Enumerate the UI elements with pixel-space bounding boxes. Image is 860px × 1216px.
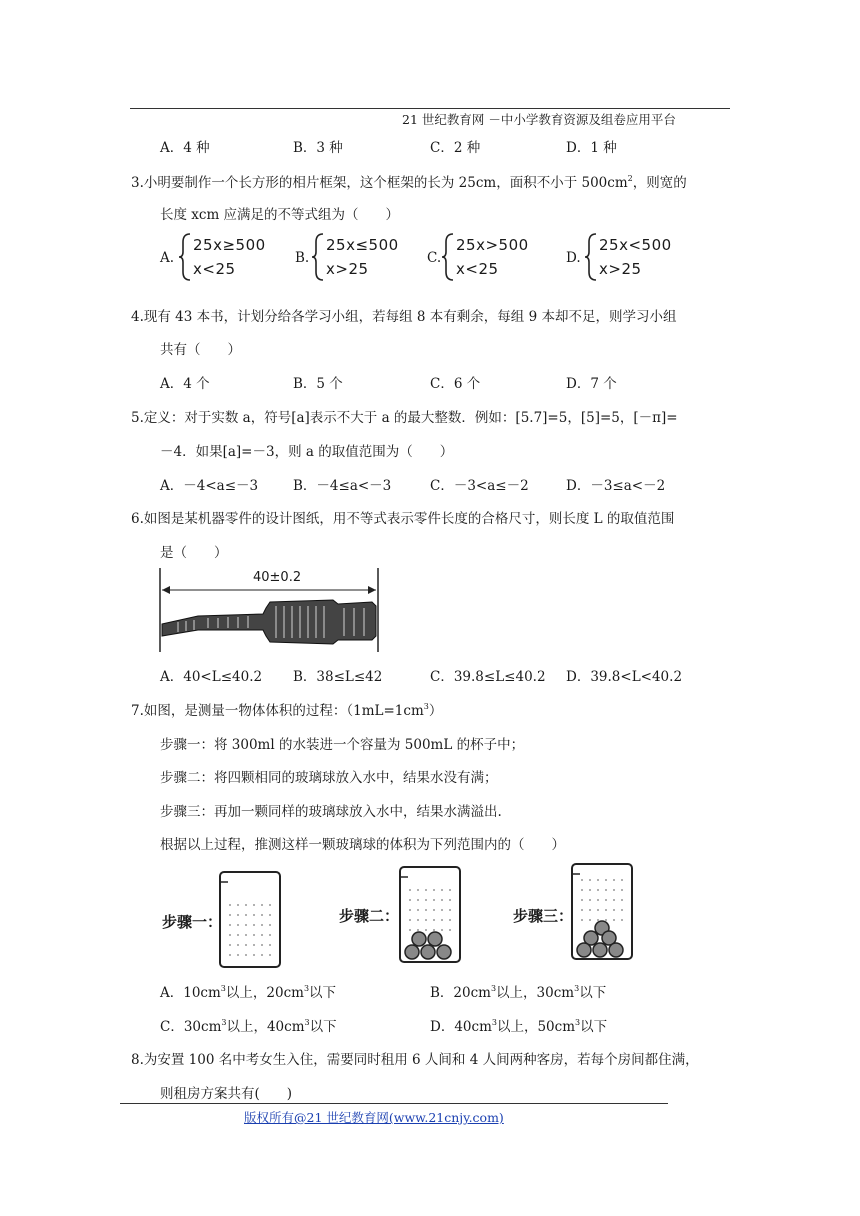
q7-option-b: B．$20cm^3$以上，$30cm^3$以下 (430, 984, 607, 1001)
beaker-step3-figure (570, 862, 634, 962)
q4-option-c: C．6 个 (430, 376, 481, 392)
beaker-step2-figure (398, 865, 462, 965)
beaker-step1-figure (218, 870, 282, 970)
q3-option-d-label: D. (566, 250, 581, 266)
header-rule (130, 108, 730, 109)
q3-option-c (427, 232, 547, 282)
q5-stem-line2: －4．如果[a]=－3，则 a 的取值范围为（ ） (160, 444, 454, 460)
q6-part-drawing (158, 566, 383, 654)
q3-stem-line2: 长度 xcm 应满足的不等式组为（ ） (160, 207, 400, 223)
q3-option-b-bottom: x>25 (326, 260, 369, 278)
q7-figure-step2-label: 步骤二： (339, 907, 400, 925)
q2-option-c: C．2 种 (430, 140, 481, 156)
q3-option-b (295, 232, 415, 282)
brace-icon (441, 232, 455, 282)
q6-option-b: B．38≤L≤42 (293, 669, 383, 685)
q5-stem-line1: 5.定义：对于实数 a，符号[a]表示不大于 a 的最大整数．例如：[5.7]=5，[5]=5，[－π]= (131, 410, 678, 426)
header-platform-text: 21 世纪教育网 －中小学教育资源及组卷应用平台 (402, 112, 676, 127)
q3-stem-line1: 3.小明要制作一个长方形的相片框架，这个框架的长为 25cm，面积不小于 $500cm^2$，则宽的 (131, 174, 687, 191)
q5-option-d: D．－3≤a<－2 (566, 478, 666, 494)
brace-icon (584, 232, 598, 282)
q4-option-d: D．7 个 (566, 376, 617, 392)
q3-option-a-label: A. (160, 250, 175, 266)
q6-figure-dimension-label: 40±0.2 (253, 570, 302, 585)
q8-stem-line2: 则租房方案共有( ) (160, 1086, 293, 1102)
q6-stem-line2: 是（ ） (160, 545, 228, 561)
q2-option-d: D．1 种 (566, 140, 617, 156)
brace-icon (311, 232, 325, 282)
q8-stem-line1: 8.为安置 100 名中考女生入住，需要同时租用 6 人间和 4 人间两种客房，若每个房间都住满， (131, 1052, 699, 1068)
q5-option-c: C．－3<a≤－2 (430, 478, 529, 494)
q3-option-b-label: B. (295, 250, 310, 266)
brace-icon (178, 232, 192, 282)
q7-option-d: D．$40cm^3$以上，$50cm^3$以下 (430, 1018, 608, 1035)
q7-option-a: A．$10cm^3$以上，$20cm^3$以下 (160, 984, 337, 1001)
q7-option-c: C．$30cm^3$以上，$40cm^3$以下 (160, 1018, 337, 1035)
q3-option-c-top: 25x>500 (456, 236, 529, 254)
q7-step2: 步骤二：将四颗相同的玻璃球放入水中，结果水没有满； (160, 770, 498, 786)
q4-option-b: B．5 个 (293, 376, 343, 392)
q7-question: 根据以上过程，推测这样一颗玻璃球的体积为下列范围内的（ ） (160, 837, 565, 853)
q7-figure-step3-label: 步骤三： (513, 907, 574, 925)
q3-option-d (566, 232, 686, 282)
q3-option-b-top: 25x≤500 (326, 236, 399, 254)
q7-figure-step1-label: 步骤一： (162, 913, 223, 931)
copyright-link[interactable]: 版权所有@21 世纪教育网(www.21cnjy.com) (244, 1110, 504, 1125)
q4-stem-line2: 共有（ ） (160, 342, 241, 358)
q6-option-a: A．40<L≤40.2 (160, 669, 263, 685)
q6-option-c: C．39.8≤L≤40.2 (430, 669, 546, 685)
q3-option-c-bottom: x<25 (456, 260, 499, 278)
q3-option-d-top: 25x<500 (599, 236, 672, 254)
q7-step1: 步骤一：将 300ml 的水装进一个容量为 500mL 的杯子中； (160, 737, 525, 753)
q7-step3: 步骤三：再加一颗同样的玻璃球放入水中，结果水满溢出. (160, 804, 502, 820)
q3-option-a-bottom: x<25 (193, 260, 236, 278)
q7-stem: 7.如图，是测量一物体体积的过程：$(1mL=1cm^3)$ (131, 702, 443, 719)
q2-option-b: B．3 种 (293, 140, 343, 156)
q5-option-b: B．－4≤a<－3 (293, 478, 392, 494)
q3-option-a-top: 25x≥500 (193, 236, 266, 254)
q6-stem-line1: 6.如图是某机器零件的设计图纸，用不等式表示零件长度的合格尺寸，则长度 L 的取值范围 (131, 511, 675, 527)
q2-option-a: A．4 种 (160, 140, 210, 156)
q6-option-d: D．39.8<L<40.2 (566, 669, 683, 685)
q3-option-d-bottom: x>25 (599, 260, 642, 278)
footer-rule (120, 1103, 668, 1104)
q4-option-a: A．4 个 (160, 376, 210, 392)
q4-stem-line1: 4.现有 43 本书，计划分给各学习小组，若每组 8 本有剩余，每组 9 本却不足，则学习小组 (131, 309, 677, 325)
q3-option-a (160, 232, 280, 282)
q5-option-a: A．－4<a≤－3 (160, 478, 259, 494)
q3-option-c-label: C. (427, 250, 442, 266)
